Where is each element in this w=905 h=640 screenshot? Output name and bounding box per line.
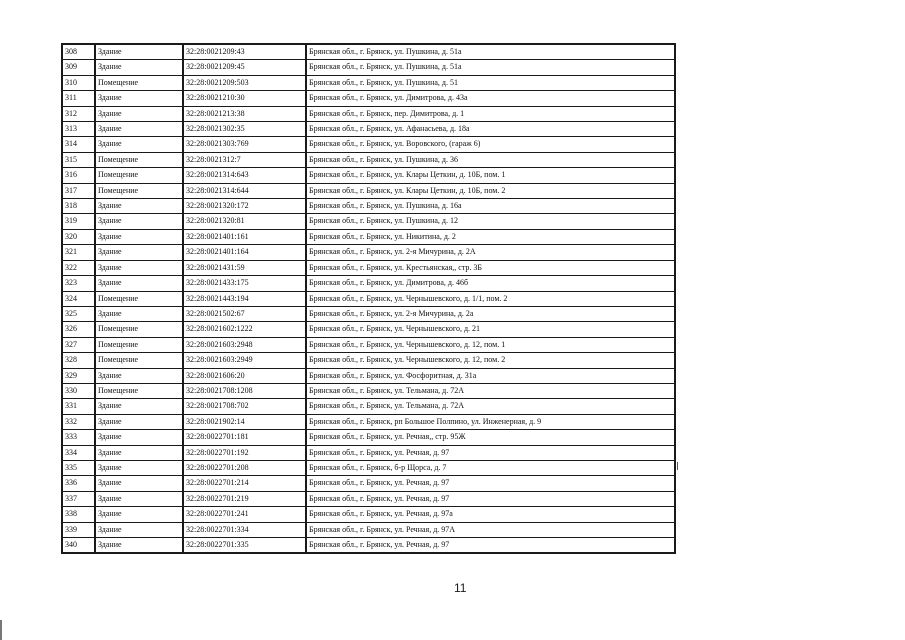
cadastral-number-cell: 32:28:0021210:30: [183, 91, 306, 106]
cadastral-number-cell: 32:28:0022701:335: [183, 538, 306, 554]
table-row: [62, 491, 675, 506]
cadastral-number-cell: 32:28:0021401:161: [183, 229, 306, 244]
cadastral-number-cell: 32:28:0021902:14: [183, 414, 306, 429]
address-cell: Брянская обл., г. Брянск, ул. Речная, д. 97: [306, 445, 675, 460]
table-row: [62, 445, 675, 460]
object-type-cell: Помещение: [95, 322, 183, 337]
table-row: [62, 91, 675, 106]
row-number-cell: 314: [62, 137, 95, 152]
row-number-cell: 329: [62, 368, 95, 383]
object-type-cell: Здание: [95, 276, 183, 291]
cadastral-number-cell: 32:28:0022701:208: [183, 460, 306, 475]
row-number-cell: 339: [62, 522, 95, 537]
object-type-cell: Здание: [95, 229, 183, 244]
address-cell: Брянская обл., г. Брянск, ул. Речная,, стр. 95Ж: [306, 430, 675, 445]
address-cell: Брянская обл., г. Брянск, ул. Клары Цеткин, д. 10Б, пом. 2: [306, 183, 675, 198]
address-cell: Брянская обл., г. Брянск, ул. Чернышевского, д. 12, пом. 2: [306, 353, 675, 368]
cadastral-number-cell: 32:28:0022701:214: [183, 476, 306, 491]
object-type-cell: Здание: [95, 476, 183, 491]
address-cell: Брянская обл., г. Брянск, ул. Чернышевского, д. 1/1, пом. 2: [306, 291, 675, 306]
row-number-cell: 310: [62, 75, 95, 90]
table-row: [62, 276, 675, 291]
property-register-table: [61, 43, 676, 554]
table-row: [62, 44, 675, 60]
address-cell: Брянская обл., г. Брянск, пер. Димитрова, д. 1: [306, 106, 675, 121]
object-type-cell: Здание: [95, 122, 183, 137]
cadastral-number-cell: 32:28:0021209:503: [183, 75, 306, 90]
object-type-cell: Помещение: [95, 337, 183, 352]
cadastral-number-cell: 32:28:0021401:164: [183, 245, 306, 260]
object-type-cell: Здание: [95, 414, 183, 429]
object-type-cell: Помещение: [95, 168, 183, 183]
cadastral-number-cell: 32:28:0022701:219: [183, 491, 306, 506]
table-row: [62, 168, 675, 183]
table-row: [62, 60, 675, 75]
cadastral-number-cell: 32:28:0021431:59: [183, 260, 306, 275]
object-type-cell: Помещение: [95, 152, 183, 167]
address-cell: Брянская обл., г. Брянск, ул. Чернышевского, д. 12, пом. 1: [306, 337, 675, 352]
cadastral-number-cell: 32:28:0021303:769: [183, 137, 306, 152]
object-type-cell: Здание: [95, 368, 183, 383]
object-type-cell: Помещение: [95, 291, 183, 306]
object-type-cell: Помещение: [95, 383, 183, 398]
cadastral-number-cell: 32:28:0021606:20: [183, 368, 306, 383]
table-row: [62, 306, 675, 321]
address-cell: Брянская обл., г. Брянск, ул. Пушкина, д. 12: [306, 214, 675, 229]
row-number-cell: 322: [62, 260, 95, 275]
address-cell: Брянская обл., г. Брянск, б-р Щорса, д. 7: [306, 460, 675, 475]
table-row: [62, 137, 675, 152]
cadastral-number-cell: 32:28:0021708:702: [183, 399, 306, 414]
address-cell: Брянская обл., г. Брянск, ул. Речная, д. 97: [306, 491, 675, 506]
row-number-cell: 312: [62, 106, 95, 121]
table-row: [62, 260, 675, 275]
row-number-cell: 331: [62, 399, 95, 414]
address-cell: Брянская обл., г. Брянск, ул. Тельмана, д. 72А: [306, 383, 675, 398]
cadastral-number-cell: 32:28:0021213:38: [183, 106, 306, 121]
table-row: [62, 183, 675, 198]
address-cell: Брянская обл., г. Брянск, ул. Афанасьева, д. 18а: [306, 122, 675, 137]
cadastral-number-cell: 32:28:0021603:2948: [183, 337, 306, 352]
cadastral-number-cell: 32:28:0021302:35: [183, 122, 306, 137]
table-row: [62, 383, 675, 398]
address-cell: Брянская обл., г. Брянск, рп Большое Полпино, ул. Инженерная, д. 9: [306, 414, 675, 429]
object-type-cell: Здание: [95, 214, 183, 229]
address-cell: Брянская обл., г. Брянск, ул. Речная, д. 97а: [306, 507, 675, 522]
object-type-cell: Помещение: [95, 75, 183, 90]
table-row: [62, 460, 675, 475]
row-number-cell: 323: [62, 276, 95, 291]
row-number-cell: 320: [62, 229, 95, 244]
row-number-cell: 327: [62, 337, 95, 352]
address-cell: Брянская обл., г. Брянск, ул. Пушкина, д. 16а: [306, 199, 675, 214]
row-number-cell: 316: [62, 168, 95, 183]
table-row: [62, 507, 675, 522]
address-cell: Брянская обл., г. Брянск, ул. Димитрова, д. 46б: [306, 276, 675, 291]
row-number-cell: 308: [62, 44, 95, 60]
row-number-cell: 315: [62, 152, 95, 167]
object-type-cell: Здание: [95, 430, 183, 445]
row-number-cell: 313: [62, 122, 95, 137]
object-type-cell: Здание: [95, 507, 183, 522]
address-cell: Брянская обл., г. Брянск, ул. 2-я Мичурина, д. 2а: [306, 306, 675, 321]
table-row: [62, 199, 675, 214]
object-type-cell: Здание: [95, 137, 183, 152]
object-type-cell: Здание: [95, 60, 183, 75]
address-cell: Брянская обл., г. Брянск, ул. Речная, д. 97А: [306, 522, 675, 537]
table-row: [62, 322, 675, 337]
row-number-cell: 338: [62, 507, 95, 522]
cadastral-number-cell: 32:28:0021314:644: [183, 183, 306, 198]
object-type-cell: Здание: [95, 91, 183, 106]
table-row: [62, 399, 675, 414]
row-number-cell: 311: [62, 91, 95, 106]
table-row: [62, 368, 675, 383]
row-number-cell: 319: [62, 214, 95, 229]
address-cell: Брянская обл., г. Брянск, ул. Фосфоритная, д. 31а: [306, 368, 675, 383]
cadastral-number-cell: 32:28:0021602:1222: [183, 322, 306, 337]
table-row: [62, 414, 675, 429]
table-row: [62, 522, 675, 537]
table-row: [62, 152, 675, 167]
table-row: [62, 430, 675, 445]
cadastral-number-cell: 32:28:0022701:192: [183, 445, 306, 460]
object-type-cell: Здание: [95, 522, 183, 537]
object-type-cell: Здание: [95, 199, 183, 214]
cadastral-number-cell: 32:28:0021312:7: [183, 152, 306, 167]
object-type-cell: Здание: [95, 445, 183, 460]
address-cell: Брянская обл., г. Брянск, ул. Димитрова, д. 43а: [306, 91, 675, 106]
row-number-cell: 309: [62, 60, 95, 75]
table-row: [62, 214, 675, 229]
address-cell: Брянская обл., г. Брянск, ул. Речная, д. 97: [306, 476, 675, 491]
object-type-cell: Здание: [95, 538, 183, 554]
row-number-cell: 325: [62, 306, 95, 321]
cadastral-number-cell: 32:28:0021320:81: [183, 214, 306, 229]
cadastral-number-cell: 32:28:0021433:175: [183, 276, 306, 291]
cadastral-number-cell: 32:28:0022701:181: [183, 430, 306, 445]
row-number-cell: 335: [62, 460, 95, 475]
object-type-cell: Помещение: [95, 353, 183, 368]
row-number-cell: 336: [62, 476, 95, 491]
cadastral-number-cell: 32:28:0021209:45: [183, 60, 306, 75]
row-number-cell: 332: [62, 414, 95, 429]
row-number-cell: 318: [62, 199, 95, 214]
table-row: [62, 229, 675, 244]
table-row: [62, 337, 675, 352]
address-cell: Брянская обл., г. Брянск, ул. Пушкина, д. 51а: [306, 44, 675, 60]
address-cell: Брянская обл., г. Брянск, ул. Воровского, (гараж 6): [306, 137, 675, 152]
row-number-cell: 317: [62, 183, 95, 198]
table-row: [62, 122, 675, 137]
row-number-cell: 337: [62, 491, 95, 506]
row-number-cell: 321: [62, 245, 95, 260]
row-number-cell: 324: [62, 291, 95, 306]
object-type-cell: Здание: [95, 44, 183, 60]
object-type-cell: Помещение: [95, 183, 183, 198]
cadastral-number-cell: 32:28:0021708:1208: [183, 383, 306, 398]
table-row: [62, 106, 675, 121]
object-type-cell: Здание: [95, 460, 183, 475]
cadastral-number-cell: 32:28:0022701:334: [183, 522, 306, 537]
row-number-cell: 328: [62, 353, 95, 368]
table-row: [62, 291, 675, 306]
cadastral-number-cell: 32:28:0021314:643: [183, 168, 306, 183]
address-cell: Брянская обл., г. Брянск, ул. Речная, д. 97: [306, 538, 675, 554]
table-row: [62, 476, 675, 491]
object-type-cell: Здание: [95, 491, 183, 506]
table-row: [62, 538, 675, 554]
address-cell: Брянская обл., г. Брянск, ул. Пушкина, д. 36: [306, 152, 675, 167]
object-type-cell: Здание: [95, 306, 183, 321]
scan-edge-mark: [0, 620, 2, 640]
cadastral-number-cell: 32:28:0021603:2949: [183, 353, 306, 368]
address-cell: Брянская обл., г. Брянск, ул. 2-я Мичурина, д. 2А: [306, 245, 675, 260]
cadastral-number-cell: 32:28:0021443:194: [183, 291, 306, 306]
cadastral-number-cell: 32:28:0021209:43: [183, 44, 306, 60]
row-number-cell: 334: [62, 445, 95, 460]
object-type-cell: Здание: [95, 399, 183, 414]
address-cell: Брянская обл., г. Брянск, ул. Крестьянская,, стр. 3Б: [306, 260, 675, 275]
object-type-cell: Здание: [95, 245, 183, 260]
table-row: [62, 75, 675, 90]
page-number: 11: [454, 581, 467, 595]
row-number-cell: 340: [62, 538, 95, 554]
object-type-cell: Здание: [95, 260, 183, 275]
address-cell: Брянская обл., г. Брянск, ул. Клары Цеткин, д. 10Б, пом. 1: [306, 168, 675, 183]
cadastral-number-cell: 32:28:0021320:172: [183, 199, 306, 214]
address-cell: Брянская обл., г. Брянск, ул. Никитина, д. 2: [306, 229, 675, 244]
object-type-cell: Здание: [95, 106, 183, 121]
table-body: [62, 44, 675, 553]
cadastral-number-cell: 32:28:0021502:67: [183, 306, 306, 321]
table-row: [62, 353, 675, 368]
address-cell: Брянская обл., г. Брянск, ул. Чернышевского, д. 21: [306, 322, 675, 337]
row-number-cell: 326: [62, 322, 95, 337]
address-cell: Брянская обл., г. Брянск, ул. Тельмана, д. 72А: [306, 399, 675, 414]
row-number-cell: 333: [62, 430, 95, 445]
scan-mark: [677, 462, 678, 470]
table-row: [62, 245, 675, 260]
address-cell: Брянская обл., г. Брянск, ул. Пушкина, д. 51а: [306, 60, 675, 75]
row-number-cell: 330: [62, 383, 95, 398]
cadastral-number-cell: 32:28:0022701:241: [183, 507, 306, 522]
address-cell: Брянская обл., г. Брянск, ул. Пушкина, д. 51: [306, 75, 675, 90]
